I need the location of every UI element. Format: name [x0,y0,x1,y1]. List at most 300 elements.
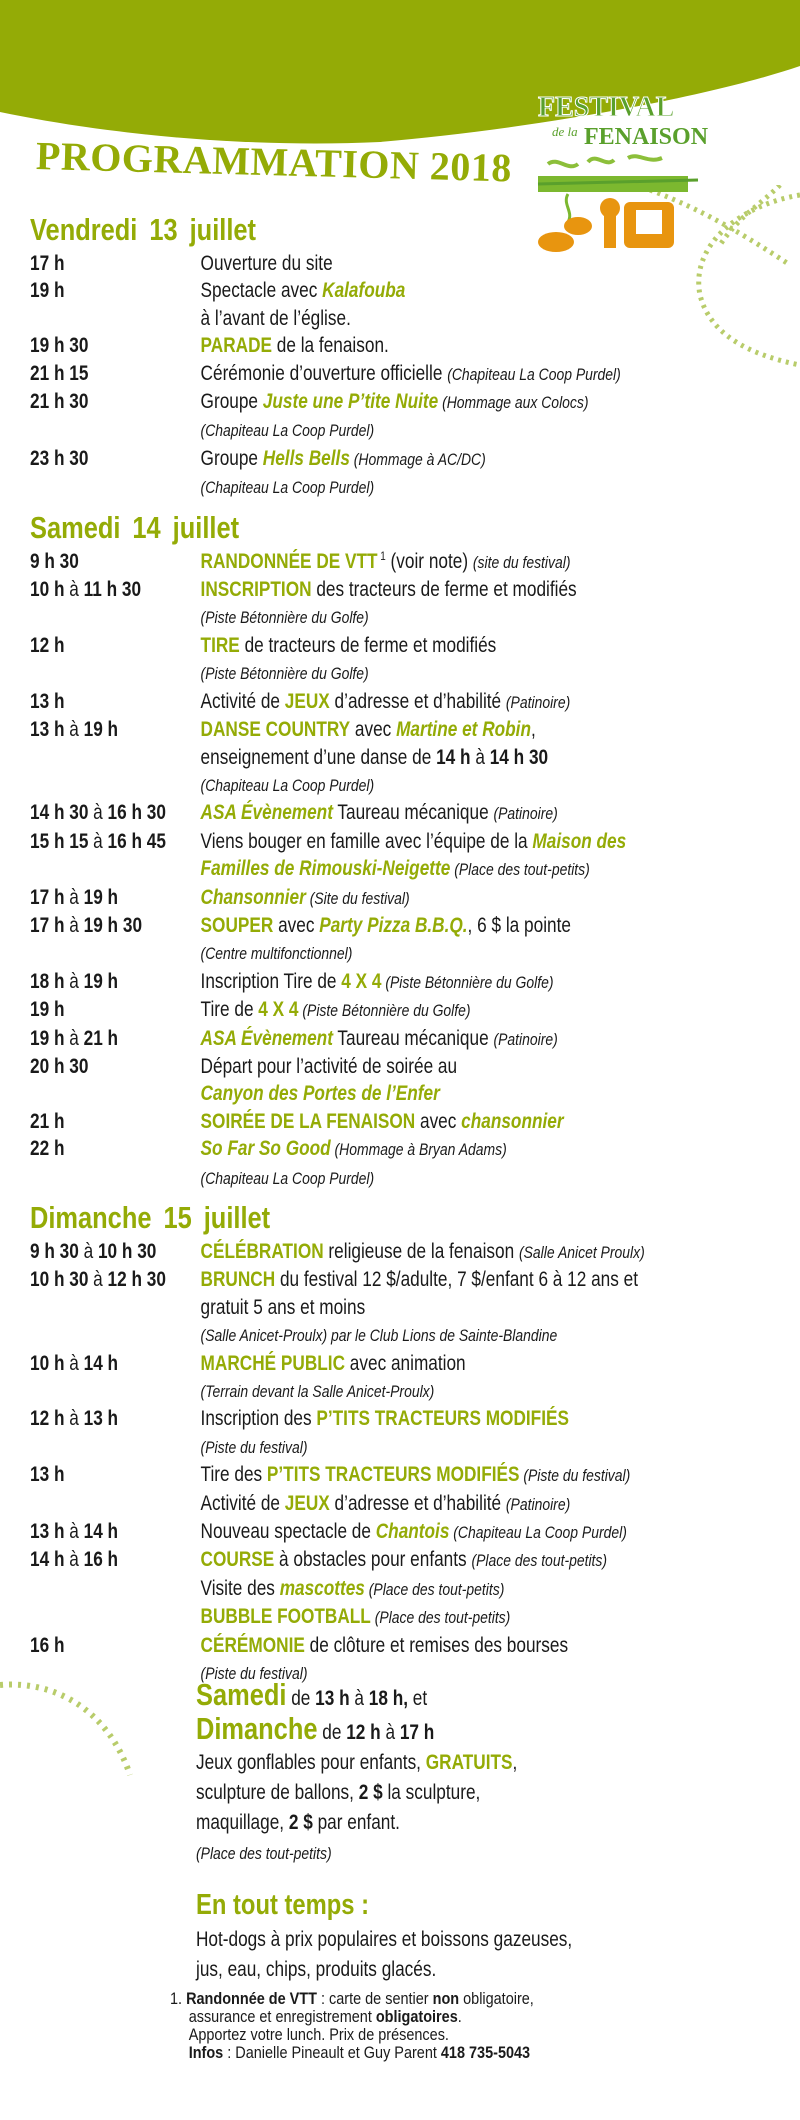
event-time [30,1659,201,1687]
text-segment: avec [350,718,397,742]
location-note: (Chapiteau La Coop Purdel) [449,1523,627,1543]
schedule-row [30,659,702,687]
event-description [201,1350,703,1377]
text-segment: Tire des [200,1463,267,1487]
highlight-text: Martine et Robin [396,718,531,742]
text-segment: Inscription des [200,1407,317,1431]
event-description [201,968,703,996]
logo-fenaison-text: FENAISON [584,124,708,150]
event-time [30,1575,201,1603]
location-note: (Salle Anicet-Proulx) par le Club Lions de Sainte-Blandine [200,1326,558,1346]
schedule-row [30,416,702,444]
event-time [30,1294,201,1321]
text-segment: de tracteurs de ferme et modifiés [239,633,497,657]
time-separator: à [64,1351,84,1375]
schedule [30,212,702,1688]
text-segment: Viens bouger en famille avec l’équipe de la [200,829,533,853]
text-segment: de [286,1687,316,1710]
schedule-row [30,912,702,939]
event-time [30,277,201,304]
event-time [30,1405,201,1432]
balloon-sculpture-price [196,1778,688,1808]
text-segment: à l’avant de l’église. [200,306,351,330]
event-description [201,771,703,799]
location-note: (site du festival) [472,552,571,572]
highlight-text: JEUX [284,1491,330,1515]
highlight-text: MARCHÉ PUBLIC [200,1351,346,1375]
text-segment: de [317,1721,347,1744]
highlight-text: TIRE [200,633,240,657]
time-value: 13 h [30,689,65,713]
schedule-row [30,1350,702,1377]
text-segment: la sculpture, [382,1781,481,1804]
text-segment: Activité de [200,1491,285,1515]
event-description [201,1377,703,1405]
time-value: 21 h [30,1109,65,1133]
schedule-row [30,744,702,771]
footnote-line-3 [170,2026,534,2044]
footnote-line-4 [170,2044,534,2062]
location-note: (Patinoire) [493,804,558,824]
location-note: (Place des tout-petits) [450,860,590,880]
time-value: 15 h 15 [30,829,89,853]
schedule-row [30,1632,702,1659]
schedule-row [30,1377,702,1405]
schedule-row [30,1266,702,1293]
highlight-text: 4 X 4 [341,969,382,993]
text-segment: 2 $ [288,1811,313,1834]
schedule-row [30,576,702,603]
footnote-line-1 [170,1990,534,2008]
text-segment: Spectacle avec [200,279,323,303]
text-segment: à [349,1687,369,1710]
text-segment: de clôture et remises des bourses [304,1633,569,1657]
text-segment: Inscription Tire de [200,969,342,993]
event-description [201,1433,703,1461]
schedule-row [30,332,702,359]
text-segment: obligatoire, [459,1989,534,2008]
event-description [201,1603,703,1631]
event-time [30,1135,201,1163]
text-segment: Cérémonie d’ouverture officielle [200,361,448,385]
schedule-row [30,250,702,277]
time-value: 20 h 30 [30,1054,89,1078]
event-description [201,659,703,687]
location-note: (Piste Bétonnière du Golfe) [200,664,369,684]
text-segment: Samedi [196,1677,287,1712]
event-time [30,1238,201,1266]
schedule-row [30,799,702,827]
schedule-row [30,1135,702,1163]
event-time [30,771,201,799]
time-value: 17 h [30,913,65,937]
event-time [30,996,201,1024]
event-time [30,1025,201,1053]
schedule-row [30,1433,702,1461]
location-note: (Chapiteau La Coop Purdel) [447,364,621,384]
anytime-line-2: jus, eau, chips, produits glacés. [196,1958,437,1981]
time-value: 14 h 30 [30,801,89,825]
highlight-text: CÉLÉBRATION [200,1240,324,1263]
highlight-text: mascottes [279,1576,365,1600]
schedule-row [30,473,702,501]
time-value: 19 h 30 [30,334,89,358]
text-segment: 14 h [436,745,471,769]
schedule-row [30,1575,702,1603]
event-description [201,828,703,855]
schedule-row [30,939,702,967]
highlight-text: ASA Évènement [200,801,333,825]
schedule-row [30,603,702,631]
text-segment: 17 h [399,1721,435,1744]
schedule-row [30,1294,702,1321]
location-note: (Chapiteau La Coop Purdel) [200,421,375,441]
event-time [30,939,201,967]
event-time [30,968,201,996]
event-time [30,1377,201,1405]
time-value: 19 h [83,885,119,909]
day-heading: Samedi 14 juillet [30,509,240,545]
time-value: 19 h [83,718,119,742]
text-segment: Visite des [200,1576,280,1600]
event-time [30,603,201,631]
event-time [30,388,201,416]
time-separator: à [64,885,84,909]
text-segment: 1 [377,548,386,563]
event-time [30,1321,201,1349]
event-time [30,1518,201,1546]
text-segment: Départ pour l’activité de soirée au [200,1054,458,1078]
text-segment: : Danielle Pineault et Guy Parent [223,2043,441,2062]
schedule-row [30,716,702,743]
text-segment: avec animation [345,1351,466,1375]
event-time [30,416,201,444]
location-note: (Hommage à Bryan Adams) [330,1140,507,1160]
location-note: (Terrain devant la Salle Anicet-Proulx) [200,1382,435,1402]
time-separator: à [78,1240,98,1263]
event-description [201,1321,703,1349]
highlight-text: So Far So Good [200,1137,331,1161]
text-segment: , 6 $ la pointe [467,913,571,937]
event-description [201,1053,703,1080]
highlight-text: JEUX [284,689,330,713]
text-segment: religieuse de la fenaison [323,1240,519,1263]
text-segment: à [470,745,490,769]
logo-dela-text: de la [552,124,578,139]
event-time [30,1164,201,1192]
text-segment: 418 735-5043 [440,2043,531,2062]
event-time [30,884,201,912]
highlight-text: P’TITS TRACTEURS MODIFIÉS [266,1463,520,1487]
event-description [201,1405,703,1432]
time-separator: à [64,1520,84,1544]
time-value: 10 h [30,1351,65,1375]
footnote-number: 1. [170,1989,183,2008]
schedule-row [30,884,702,912]
text-segment: non [432,1989,460,2008]
event-description [201,744,703,771]
event-description [201,1575,703,1603]
time-value: 17 h [30,252,65,275]
text-segment: Randonnée de VTT [186,1989,317,2008]
highlight-text: SOIRÉE DE LA FENAISON [200,1109,416,1133]
event-description [201,1546,703,1574]
schedule-row [30,1490,702,1518]
time-value: 19 h [83,969,119,993]
time-separator: à [88,829,108,853]
schedule-row [30,688,702,716]
event-time [30,1632,201,1659]
text-segment: Ouverture du site [200,252,333,275]
time-value: 19 h [30,1026,65,1050]
location-note: (Salle Anicet Proulx) [518,1243,645,1262]
schedule-row [30,632,702,659]
footnote-text [186,1989,534,2008]
location-note: (Hommage à AC/DC) [349,449,486,469]
event-time [30,360,201,388]
text-segment: avec [415,1109,462,1133]
location-note: (Place des tout-petits) [471,1551,608,1571]
schedule-row [30,1025,702,1053]
event-time [30,548,201,576]
event-time [30,1053,201,1080]
time-value: 19 h [30,998,65,1022]
text-segment: 14 h 30 [489,745,549,769]
text-segment: 12 h [346,1721,381,1744]
event-time [30,250,201,277]
text-segment: 18 h, [368,1687,409,1710]
highlight-text: PARADE [200,334,273,358]
time-value: 14 h [83,1351,119,1375]
event-time [30,1108,201,1135]
location-note: (Chapiteau La Coop Purdel) [200,478,375,498]
event-time [30,1350,201,1377]
event-description [201,603,703,631]
event-description [201,1294,703,1321]
location-note: (Patinoire) [493,1029,558,1049]
schedule-row [30,855,702,883]
highlight-text: Maison des [532,829,627,853]
time-separator: à [88,801,108,825]
event-time [30,1546,201,1574]
schedule-row [30,1053,702,1080]
event-description [201,1080,703,1107]
text-segment: , [530,718,536,742]
highlight-text: DANSE COUNTRY [200,718,351,742]
text-segment: gratuit 5 ans et moins [200,1295,366,1319]
highlight-text: Chantois [375,1520,450,1544]
time-value: 11 h 30 [83,578,142,602]
location-note: (Patinoire) [505,692,571,712]
text-segment: par enfant. [312,1811,400,1834]
time-value: 12 h 30 [107,1268,166,1292]
schedule-row [30,388,702,416]
time-value: 9 h 30 [30,549,79,573]
time-value: 16 h [83,1548,119,1572]
location-note: (Centre multifonctionnel) [200,944,353,964]
inflatables-section [196,1677,688,1985]
time-value: 19 h [30,279,65,303]
text-segment: Nouveau spectacle de [200,1520,376,1544]
schedule-row [30,828,702,855]
event-description [201,250,703,277]
highlight-text: ASA Évènement [200,1026,333,1050]
schedule-row [30,445,702,473]
location-note: (Piste du festival) [519,1466,631,1486]
schedule-row [30,771,702,799]
text-segment: des tracteurs de ferme et modifiés [311,578,577,602]
text-segment: enseignement d’une danse de [200,745,437,769]
location-note: (Place des tout-petits) [196,1844,332,1863]
location-note: (Piste Bétonnière du Golfe) [298,1001,471,1021]
highlight-text: GRATUITS [425,1751,513,1774]
event-time [30,716,201,743]
event-description [201,855,703,883]
highlight-text: 4 X 4 [258,998,299,1022]
event-time [30,1433,201,1461]
time-value: 21 h 30 [30,390,89,414]
location-note: (Place des tout-petits) [370,1608,511,1628]
schedule-row [30,1108,702,1135]
schedule-row [30,360,702,388]
text-segment: Taureau mécanique [332,801,494,825]
event-time [30,744,201,771]
schedule-row [30,305,702,332]
text-segment: d’adresse et d’habilité [329,1491,506,1515]
time-separator: à [64,969,84,993]
time-value: 12 h [30,1407,65,1431]
time-value: 16 h [30,1633,65,1657]
anytime-line-1: Hot-dogs à prix populaires et boissons gazeuses, [196,1928,573,1951]
event-time [30,855,201,883]
face-painting-price [196,1808,688,1838]
inflatables-saturday-hours [196,1677,688,1714]
inflatables-location [196,1838,688,1869]
event-time [30,1603,201,1631]
schedule-row [30,996,702,1024]
event-description [201,416,703,444]
schedule-row [30,1164,702,1192]
inflatables-sunday-hours [196,1711,688,1748]
highlight-text: CÉRÉMONIE [200,1633,305,1657]
schedule-row [30,968,702,996]
text-segment: Apportez votre lunch. Prix de présences. [188,2025,449,2044]
time-separator: à [64,718,84,742]
time-separator: à [64,1407,84,1431]
time-separator: à [64,578,84,602]
event-time [30,1266,201,1293]
event-description [201,1025,703,1053]
time-value: 21 h [83,1026,119,1050]
location-note: (Patinoire) [505,1494,571,1514]
location-note: (Place des tout-petits) [364,1579,505,1599]
schedule-row [30,1238,702,1266]
text-segment: sculpture de ballons, [196,1781,359,1804]
event-time [30,332,201,359]
logo-festival-text: FESTIVAL [538,92,675,123]
event-description [201,548,703,576]
inflatables-description [196,1748,688,1778]
event-description [201,1238,703,1266]
time-value: 16 h 30 [107,801,166,825]
time-value: 23 h 30 [30,446,89,470]
highlight-text: Party Pizza B.B.Q. [319,913,468,937]
day-heading: Vendredi 13 juillet [30,212,256,247]
day-heading: Dimanche 15 juillet [30,1200,271,1235]
schedule-row [30,1080,702,1107]
time-value: 16 h 45 [107,829,166,853]
location-note: (Piste Bétonnière du Golfe) [381,972,554,992]
event-description [201,996,703,1024]
time-value: 17 h [30,885,65,909]
highlight-text: Familles de Rimouski-Neigette [200,857,451,881]
event-description [201,632,703,659]
event-time [30,632,201,659]
time-separator: à [64,1026,84,1050]
text-segment: Tire de [200,998,259,1022]
event-description [201,576,703,603]
schedule-row [30,277,702,304]
event-time [30,799,201,827]
text-segment: 2 $ [358,1781,383,1804]
event-time [30,473,201,501]
event-time [30,576,201,603]
event-description [201,305,703,332]
text-segment: obligatoires [375,2007,458,2026]
text-segment: à obstacles pour enfants [274,1548,472,1572]
time-value: 14 h [83,1520,119,1544]
location-note: (Piste du festival) [200,1664,308,1684]
schedule-row [30,1405,702,1432]
text-segment: Infos [188,2043,224,2062]
event-description [201,1518,703,1546]
event-description [201,277,703,304]
event-time [30,445,201,473]
location-note: (Hommage aux Colocs) [438,393,589,413]
event-description [201,1108,703,1135]
event-description [201,473,703,501]
event-description [201,716,703,743]
event-description [201,799,703,827]
highlight-text: Chansonnier [200,885,306,909]
location-note: (Chapiteau La Coop Purdel) [200,1168,375,1188]
time-value: 10 h 30 [97,1240,157,1263]
event-description [201,1164,703,1192]
event-time [30,305,201,332]
schedule-row [30,1603,702,1631]
text-segment: 13 h [315,1687,350,1710]
location-note: (Piste Bétonnière du Golfe) [200,608,369,628]
text-segment: (voir note) [385,549,473,573]
highlight-text: RANDONNÉE DE VTT [200,549,378,573]
highlight-text: BRUNCH [200,1268,276,1292]
page-title: PROGRAMMATION 2018 [35,133,513,191]
event-time [30,1080,201,1107]
location-note: (Chapiteau La Coop Purdel) [200,775,375,795]
time-value: 12 h [30,633,65,657]
event-description [201,1266,703,1293]
time-value: 21 h 15 [30,361,89,385]
time-separator: à [88,1268,108,1292]
anytime-heading: En tout temps : [196,1889,370,1921]
event-description [201,360,703,388]
time-value: 10 h [30,578,65,602]
text-segment: du festival 12 $/adulte, 7 $/enfant 6 à 12 ans et [275,1268,639,1292]
event-description [201,912,703,939]
event-description [201,884,703,912]
event-description [201,1490,703,1518]
event-time [30,688,201,716]
